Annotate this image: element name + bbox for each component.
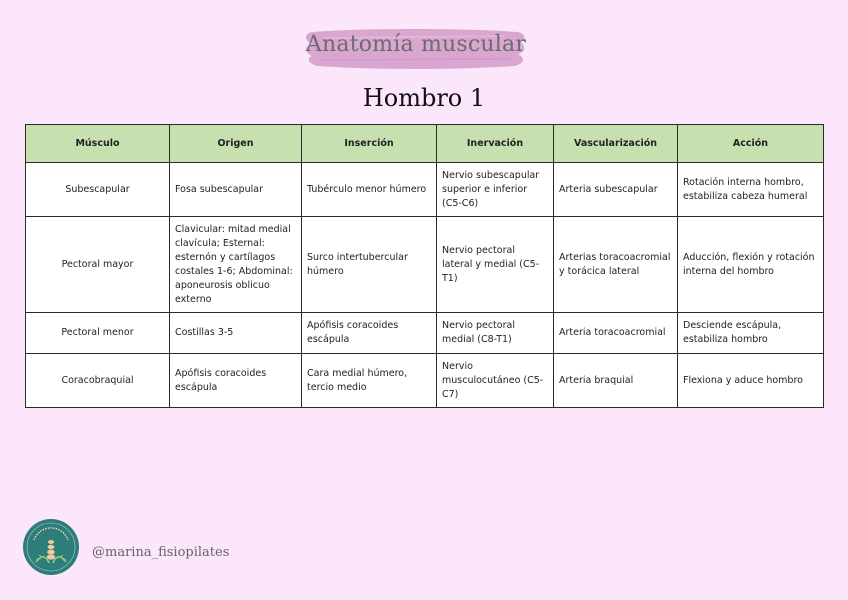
cell-musculo: Coracobraquial [26,354,170,408]
cell-musculo: Pectoral mayor [26,217,170,313]
cell-vascularizacion: Arterias toracoacromial y torácica lateral [554,217,678,313]
cell-accion: Flexiona y aduce hombro [678,354,824,408]
cell-inervacion: Nervio pectoral lateral y medial (C5-T1) [437,217,554,313]
page-title: Anatomía muscular [305,32,527,57]
column-header-inervacion: Inervación [437,125,554,163]
cell-origen: Apófisis coracoides escápula [170,354,302,408]
table-row [26,354,824,408]
cell-accion: Rotación interna hombro, estabiliza cabeza humeral [678,163,824,217]
cell-accion: Aducción, flexión y rotación interna del hombro [678,217,824,313]
cell-insercion: Cara medial húmero, tercio medio [302,354,437,408]
cell-vascularizacion: Arteria toracoacromial [554,313,678,354]
title-block [300,22,532,74]
table-row [26,163,824,217]
cell-musculo: Pectoral menor [26,313,170,354]
table-row [26,217,824,313]
cell-accion: Desciende escápula, estabiliza hombro [678,313,824,354]
page-subtitle: Hombro 1 [362,84,486,112]
table-header-row [26,125,824,163]
cell-inervacion: Nervio subescapular superior e inferior (C5-C6) [437,163,554,217]
cell-origen: Clavicular: mitad medial clavícula; Esternal: esternón y cartílagos costales 1-6; Abdominal: aponeurosis oblicuo externo [170,217,302,313]
column-header-insercion: Inserción [302,125,437,163]
muscle-table [25,124,824,408]
cell-inervacion: Nervio pectoral medial (C8-T1) [437,313,554,354]
cell-vascularizacion: Arteria braquial [554,354,678,408]
column-header-vascularizacion: Vascularización [554,125,678,163]
brand-logo [22,518,80,576]
cell-insercion: Tubérculo menor húmero [302,163,437,217]
column-header-origen: Origen [170,125,302,163]
cell-musculo: Subescapular [26,163,170,217]
cell-inervacion: Nervio musculocutáneo (C5-C7) [437,354,554,408]
instagram-handle: @marina_fisiopilates [92,545,230,560]
table-row [26,313,824,354]
cell-insercion: Surco intertubercular húmero [302,217,437,313]
cell-insercion: Apófisis coracoides escápula [302,313,437,354]
column-header-musculo: Músculo [26,125,170,163]
cell-vascularizacion: Arteria subescapular [554,163,678,217]
cell-origen: Costillas 3-5 [170,313,302,354]
column-header-accion: Acción [678,125,824,163]
cell-origen: Fosa subescapular [170,163,302,217]
